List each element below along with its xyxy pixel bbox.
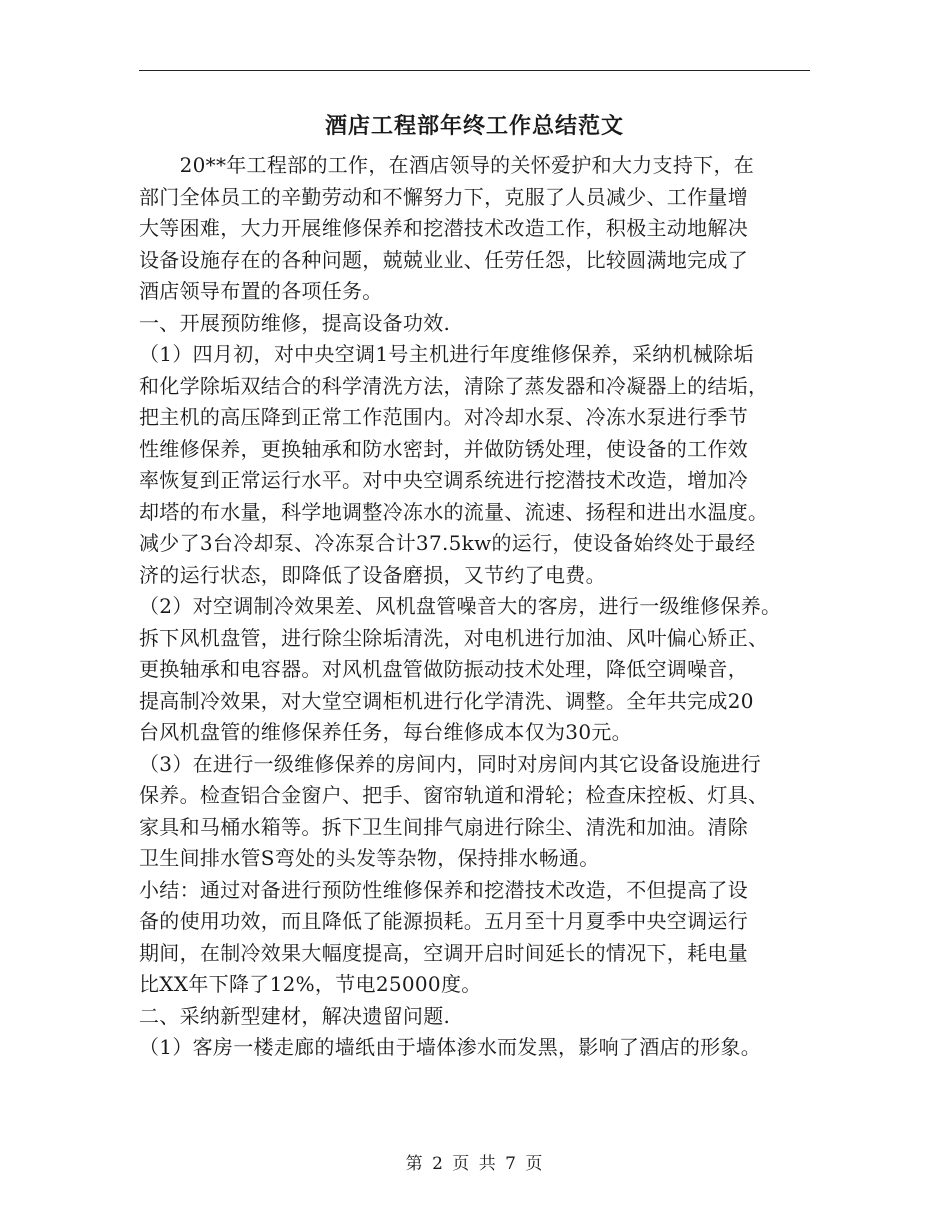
text-line: （1）四月初，对中央空调1号主机进行年度维修保养，采纳机械除垢 xyxy=(139,342,754,366)
text-line: 设备设施存在的各种问题，兢兢业业、任劳任怨，比较圆满地完成了 xyxy=(139,247,748,272)
document-title: 酒店工程部年终工作总结范文 xyxy=(324,113,624,139)
text-line: 和化学除垢双结合的科学清洗方法，清除了蒸发器和冷凝器上的结垢， xyxy=(139,373,769,398)
text-line: 家具和马桶水箱等。拆下卫生间排气扇进行除尘、清洗和加油。清除 xyxy=(139,814,748,839)
text-line: 一、开展预防维修，提高设备功效. xyxy=(139,310,451,335)
page-indicator: 第 2 页 共 7 页 xyxy=(405,1154,545,1174)
text-line: 更换轴承和电容器。对风机盘管做防振动技术处理，降低空调噪音， xyxy=(139,657,748,681)
text-line: 二、采纳新型建材，解决遗留问题. xyxy=(139,1003,451,1028)
text-line: 率恢复到正常运行水平。对中央空调系统进行挖潜技术改造，增加冷 xyxy=(139,468,748,492)
text-line: 拆下风机盘管，进行除尘除垢清洗，对电机进行加油、风叶偏心矫正、 xyxy=(139,625,769,650)
text-line: 济的运行状态，即降低了设备磨损，又节约了电费。 xyxy=(139,562,606,587)
text-line: 期间，在制冷效果大幅度提高，空调开启时间延长的情况下，耗电量 xyxy=(139,940,748,965)
text-line: 性维修保养，更换轴承和防水密封，并做防锈处理，使设备的工作效 xyxy=(139,436,748,461)
text-line: 部门全体员工的辛勤劳动和不懈努力下，克服了人员减少、工作量增 xyxy=(139,184,748,209)
text-line: 把主机的高压降到正常工作范围内。对冷却水泵、冷冻水泵进行季节 xyxy=(139,405,748,429)
text-line: 提高制冷效果，对大堂空调柜机进行化学清洗、调整。全年共完成20 xyxy=(139,688,754,713)
header-rule xyxy=(139,70,810,71)
text-line: 却塔的布水量，科学地调整冷冻水的流量、流速、扬程和进出水温度。 xyxy=(139,499,769,524)
text-line: 20**年工程部的工作，在酒店领导的关怀爱护和大力支持下，在 xyxy=(139,153,755,177)
document-body xyxy=(139,150,813,1064)
text-line: 保养。检查铝合金窗户、把手、窗帘轨道和滑轮；检查床控板、灯具、 xyxy=(139,783,769,807)
text-line: 比XX年下降了12%，节电25000度。 xyxy=(139,972,482,996)
text-line: （1）客房一楼走廊的墙纸由于墙体渗水而发黑，影响了酒店的形象。 xyxy=(139,1035,762,1059)
text-line: 卫生间排水管S弯处的头发等杂物，保持排水畅通。 xyxy=(139,846,600,870)
text-line: 酒店领导布置的各项任务。 xyxy=(139,279,383,303)
text-line: 大等困难，大力开展维修保养和挖潜技术改造工作，积极主动地解决 xyxy=(139,216,748,240)
text-line: 减少了3台冷却泵、冷冻泵合计37.5kw的运行，使设备始终处于最经 xyxy=(139,531,756,555)
text-line: 备的使用功效，而且降低了能源损耗。五月至十月夏季中央空调运行 xyxy=(139,909,748,933)
text-line: （3）在进行一级维修保养的房间内，同时对房间内其它设备设施进行 xyxy=(139,751,762,776)
text-line: 台风机盘管的维修保养任务，每台维修成本仅为30元。 xyxy=(139,720,632,744)
text-line: 小结：通过对备进行预防性维修保养和挖潜技术改造，不但提高了设 xyxy=(139,877,748,902)
text-line: （2）对空调制冷效果差、风机盘管噪音大的客房，进行一级维修保养。 xyxy=(139,594,782,618)
